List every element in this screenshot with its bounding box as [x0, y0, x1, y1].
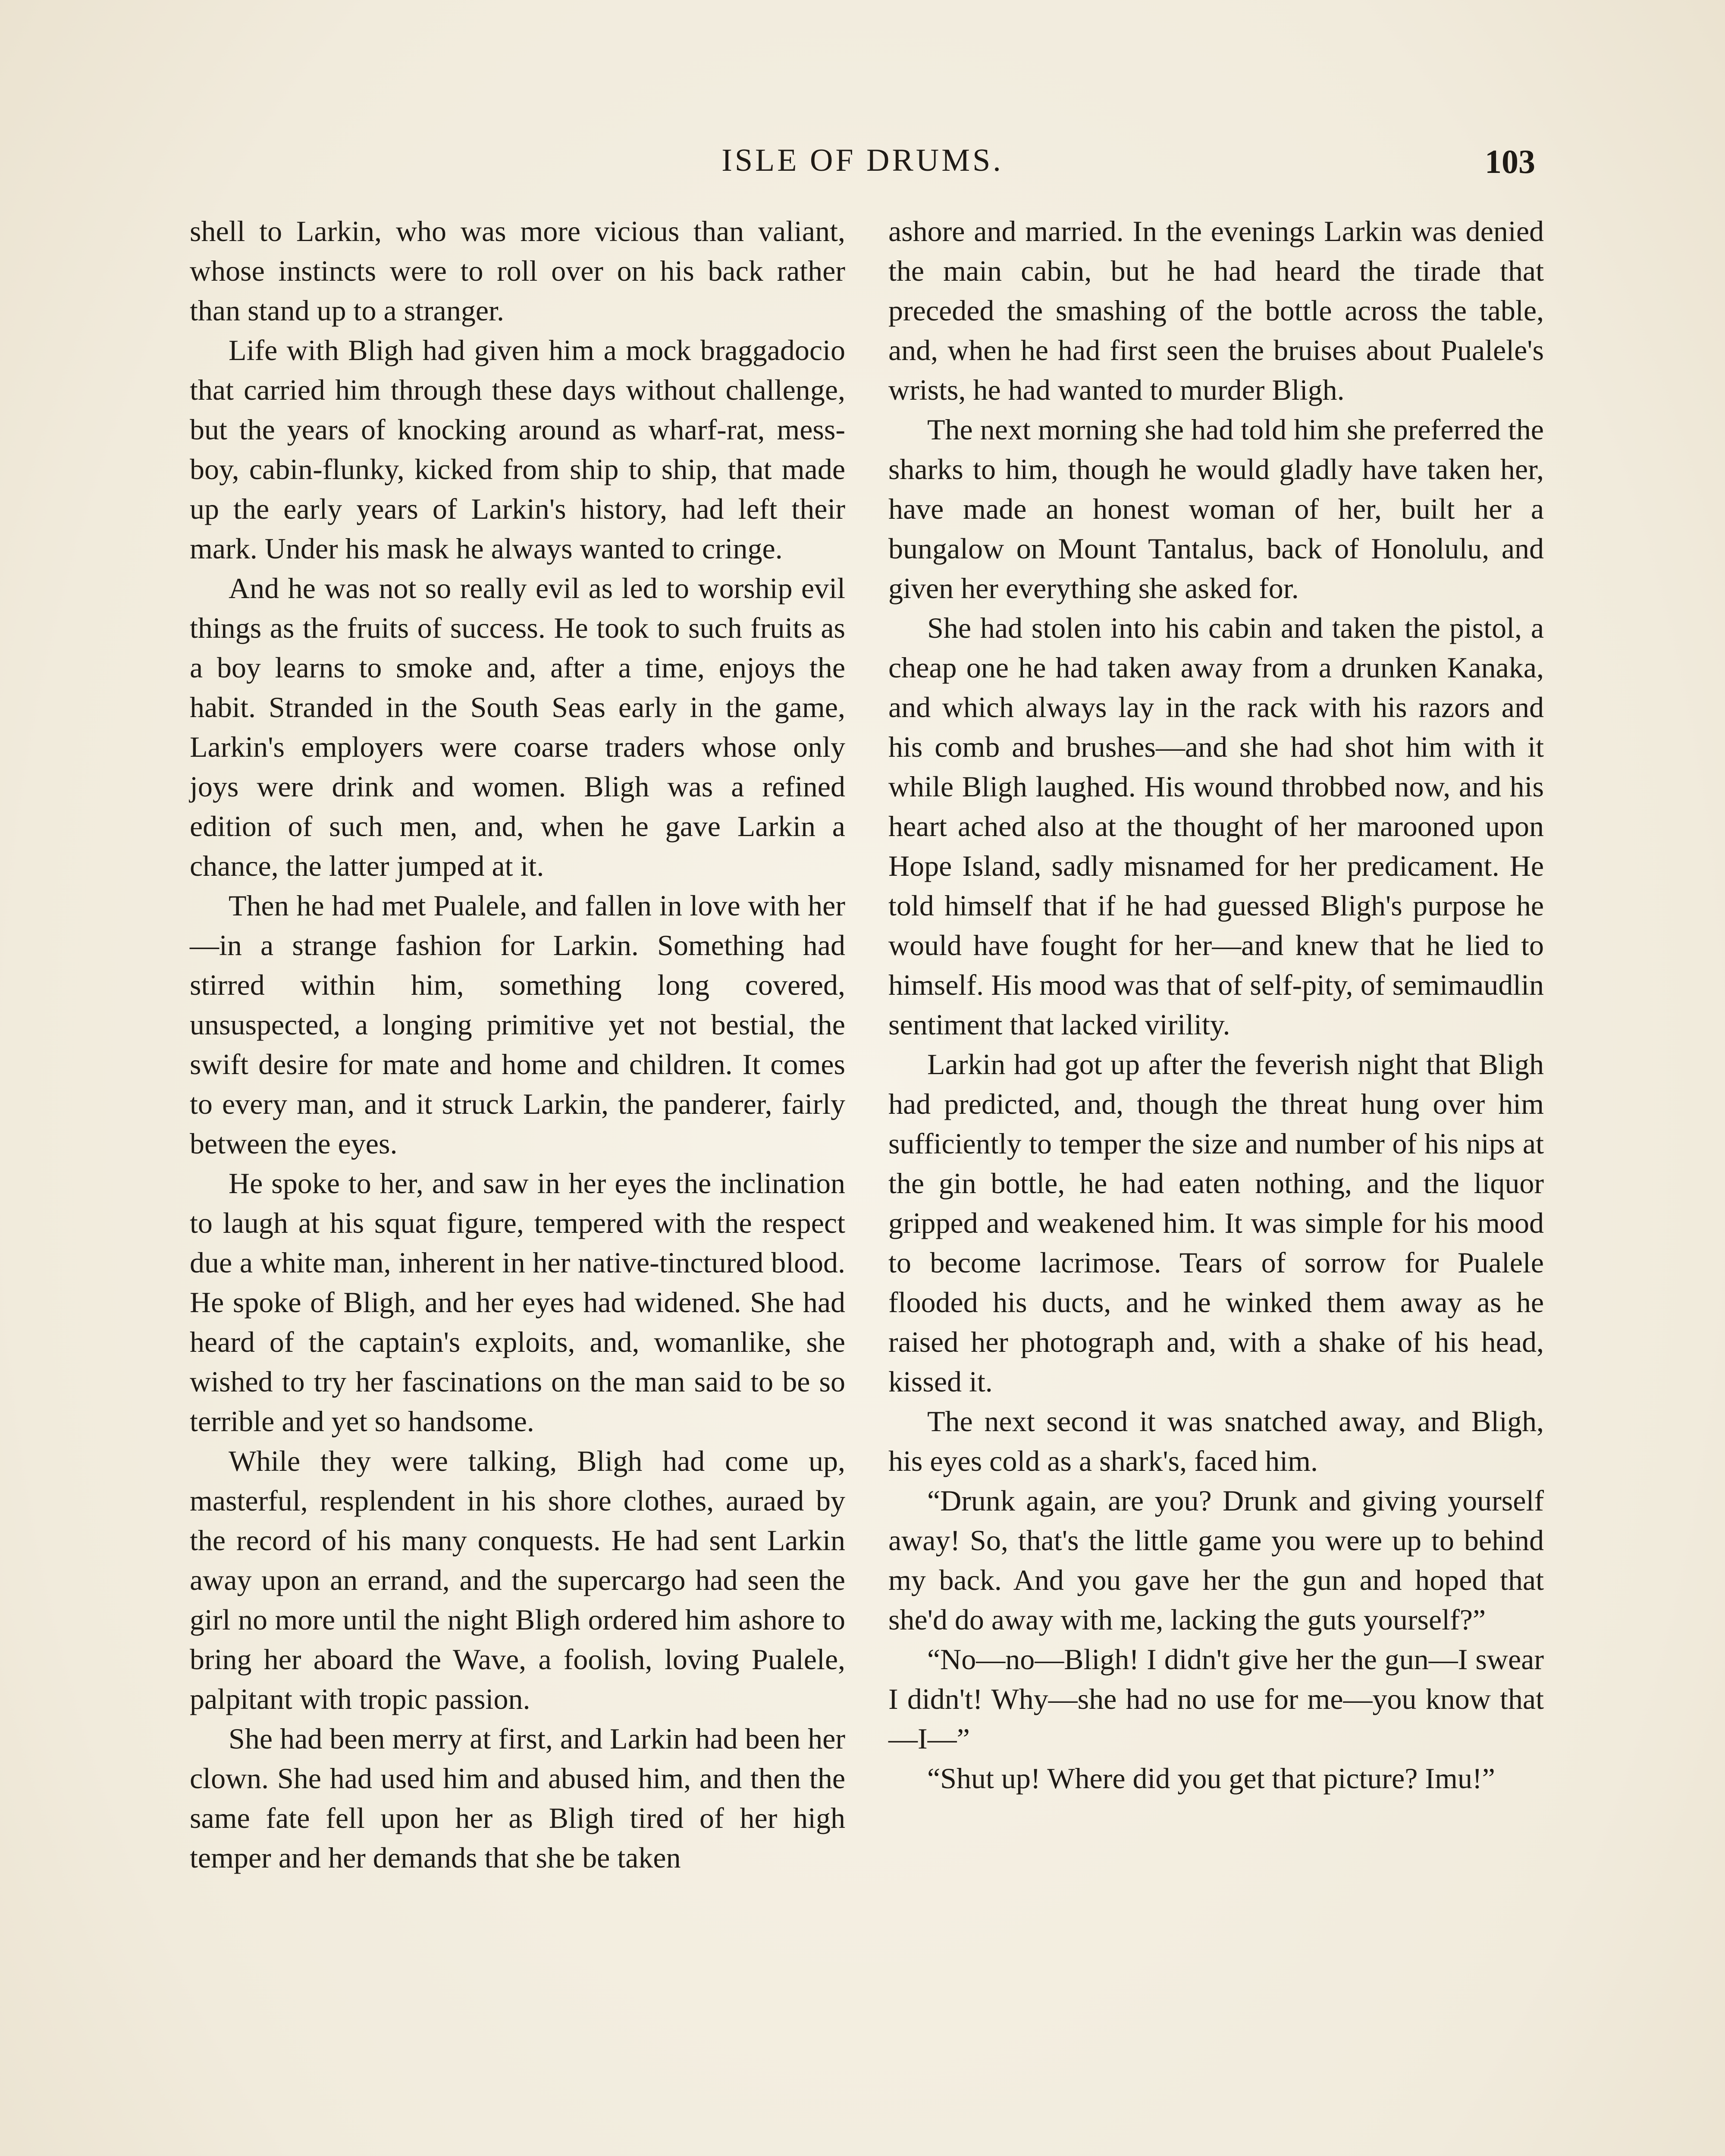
- paragraph: “Shut up! Where did you get that picture? Imu!”: [927, 1762, 1495, 1795]
- paragraph: “No—no—Bligh! I didn't give her the gun—I swear I didn't! Why—she had no use for me—you know that—I—”: [888, 1643, 1544, 1755]
- left-column: [190, 211, 845, 2156]
- running-head: [190, 142, 1535, 181]
- paragraph: ashore and married. In the evenings Larkin was denied the main cabin, but he had heard the tirade that preceded the smashing of the bottle across the table, and, when he had first seen the bruises about Pualele's wrists, he had wanted to murder Bligh.: [888, 215, 1544, 406]
- paragraph: The next morning she had told him she preferred the sharks to him, though he would gladly have taken her, have made an honest woman of her, built her a bungalow on Mount Tantalus, back of Honolulu, and given her everything she asked for.: [888, 413, 1544, 605]
- page-number: 103: [1485, 143, 1535, 180]
- paragraph: She had been merry at first, and Larkin had been her clown. She had used him and abused him, and then the same fate fell upon her as Bligh tired of her high temper and her demands that she be taken: [190, 1722, 845, 1874]
- paragraph: “Drunk again, are you? Drunk and giving yourself away! So, that's the little game you were up to behind my back. And you gave her the gun and hoped that she'd do away with me, lacking the guts yourself?”: [888, 1484, 1544, 1636]
- running-title: ISLE OF DRUMS.: [721, 143, 1004, 178]
- paragraph: She had stolen into his cabin and taken the pistol, a cheap one he had taken away from a drunken Kanaka, and which always lay in the rack with his razors and his comb and brushes—and she had shot him with it while Bligh laughed. His wound throbbed now, and his heart ached also at the thought of her marooned upon Hope Island, sadly misnamed for her predicament. He told himself that if he had guessed Bligh's purpose he would have fought for her—and knew that he lied to himself. His mood was that of self-pity, of semimaudlin sentiment that lacked virility.: [888, 611, 1544, 1041]
- paragraph: Life with Bligh had given him a mock braggadocio that carried him through these days without challenge, but the years of knocking around as wharf-rat, mess-boy, cabin-flunky, kicked from ship to ship, that made up the early years of Larkin's history, had left their mark. Under his mask he always wanted to cringe.: [190, 334, 845, 565]
- paragraph: The next second it was snatched away, and Bligh, his eyes cold as a shark's, faced him.: [888, 1405, 1544, 1477]
- paragraph: While they were talking, Bligh had come up, masterful, resplendent in his shore clothes, auraed by the record of his many conquests. He had sent Larkin away upon an errand, and the supercargo had seen the girl no more until the night Bligh ordered him ashore to bring her aboard the Wave, a foolish, loving Pualele, palpitant with tropic passion.: [190, 1445, 845, 1715]
- paragraph: Then he had met Pualele, and fallen in love with her—in a strange fashion for Larkin. Something had stirred within him, something long covered, unsuspected, a longing primitive yet not bestial, the swift desire for mate and home and children. It comes to every man, and it struck Larkin, the panderer, fairly between the eyes.: [190, 889, 845, 1160]
- paragraph: And he was not so really evil as led to worship evil things as the fruits of success. He took to such fruits as a boy learns to smoke and, after a time, enjoys the habit. Stranded in the South Seas early in the game, Larkin's employers were coarse traders whose only joys were drink and women. Bligh was a refined edition of such men, and, when he gave Larkin a chance, the latter jumped at it.: [190, 572, 845, 882]
- paragraph: He spoke to her, and saw in her eyes the inclination to laugh at his squat figure, tempered with the respect due a white man, inherent in her native-tinctured blood. He spoke of Bligh, and her eyes had widened. She had heard of the captain's exploits, and, womanlike, she wished to try her fascinations on the man said to be so terrible and yet so handsome.: [190, 1167, 845, 1438]
- right-column: [888, 211, 1544, 2156]
- paragraph: shell to Larkin, who was more vicious than valiant, whose instincts were to roll over on his back rather than stand up to a stranger.: [190, 215, 845, 327]
- text-columns: [190, 211, 1544, 2156]
- paragraph: Larkin had got up after the feverish night that Bligh had predicted, and, though the threat hung over him sufficiently to temper the size and number of his nips at the gin bottle, he had eaten nothing, and the liquor gripped and weakened him. It was simple for his mood to become lacrimose. Tears of sorrow for Pualele flooded his ducts, and he winked them away as he raised her photograph and, with a shake of his head, kissed it.: [888, 1048, 1544, 1398]
